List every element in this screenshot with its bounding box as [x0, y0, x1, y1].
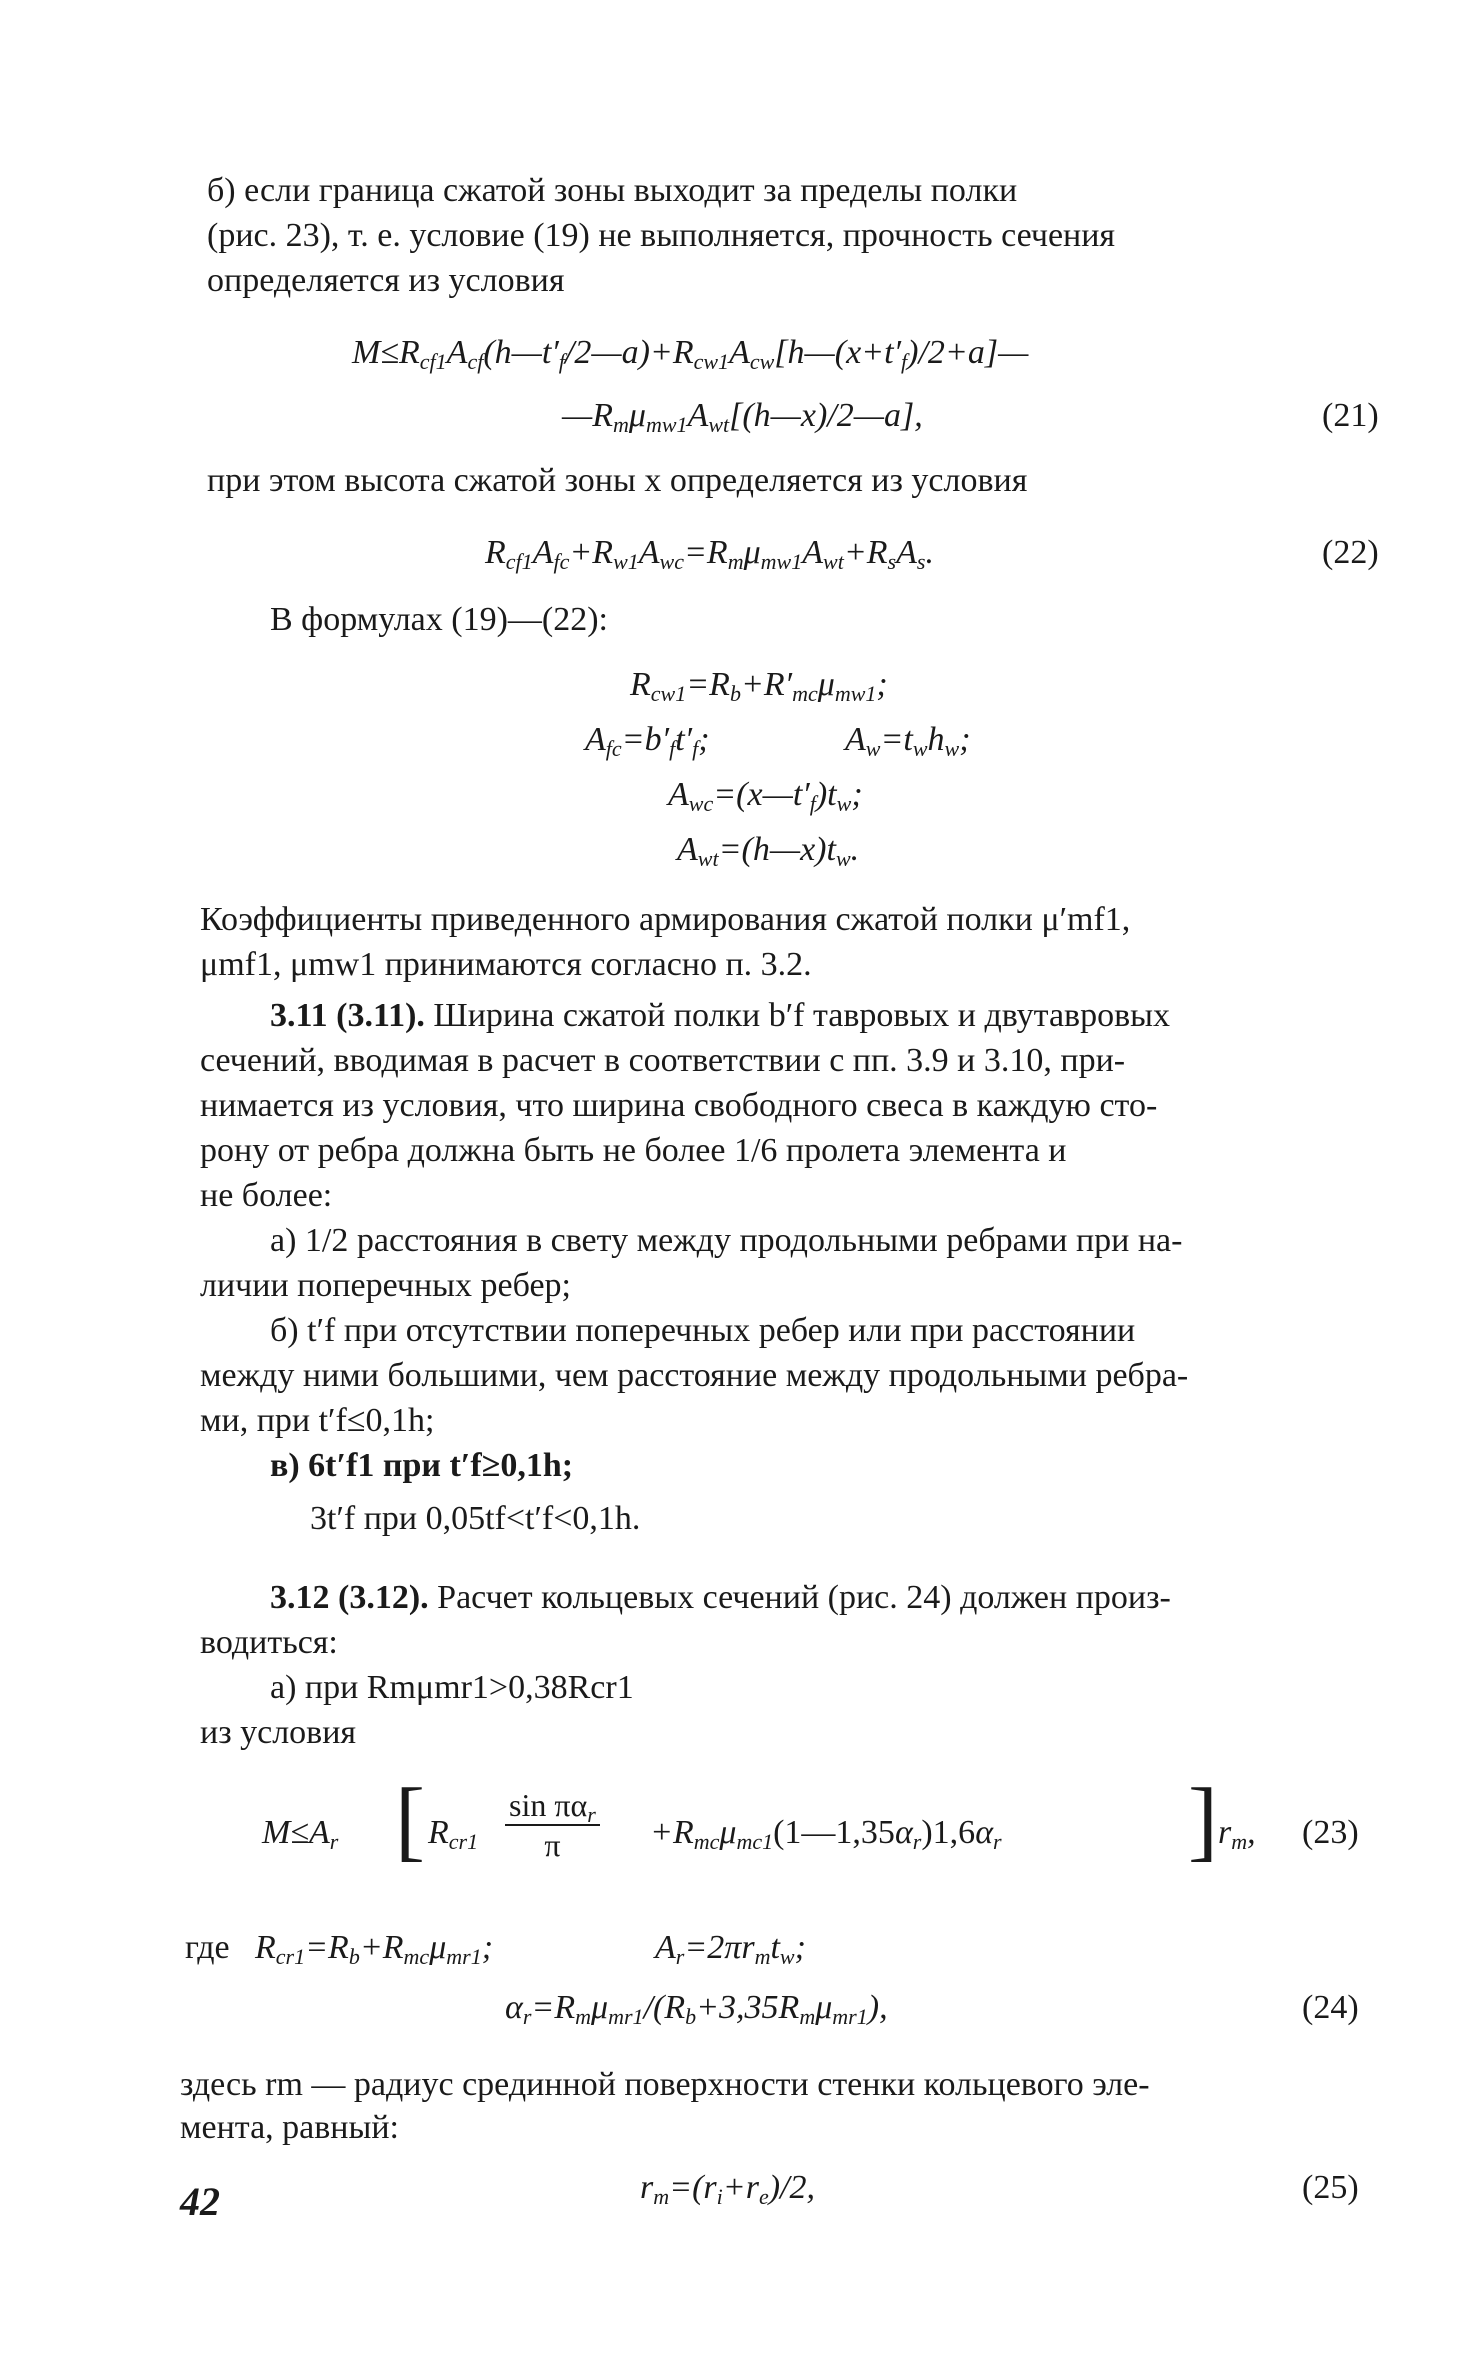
- formula-23-rcr1: $R_{cr1}$: [428, 1814, 479, 1854]
- here-rm-line2: мента, равный:: [180, 2109, 399, 2146]
- here-rm-line1: здесь rm — радиус срединной поверхности стенки кольцевого эле-: [180, 2066, 1150, 2103]
- equation-number-24: (24): [1302, 1989, 1359, 2026]
- page-number: 42: [180, 2179, 220, 2224]
- section-3-12-line1: Расчет кольцевых сечений (рис. 24) должен произ-: [437, 1579, 1171, 1616]
- formula-24: $\alpha_r=R_m\mu_{mr1}/(R_b+3,35R_m\mu_{mr1})$,: [505, 1989, 888, 2029]
- definition-rcr1: $R_{cr1}=R_b+R_{mc}\mu_{mr1}$;: [255, 1929, 494, 1969]
- formula-22: $R_{cf1}A_{fc}+R_{w1}A_{wc}=R_m\mu_{mw1}A_{wt}+R_sA_s$.: [485, 534, 934, 574]
- section-3-11-line4: рону от ребра должна быть не более 1/6 пролета элемента и: [200, 1132, 1067, 1169]
- fraction-numerator: $\sin \pi\alpha_r$: [505, 1786, 600, 1826]
- section-3-11-first-line: [270, 993, 1170, 1038]
- where-label: где: [185, 1929, 230, 1966]
- equation-number-25: (25): [1302, 2169, 1359, 2206]
- formula-25: $r_m=(r_i+r_e)/2$,: [640, 2169, 815, 2209]
- from-condition: из условия: [200, 1714, 357, 1751]
- formula-21-line2: $—R_m\mu_{mw1}A_{wt}[(h—x)/2—a]$,: [562, 397, 923, 437]
- equation-number-23: (23): [1302, 1814, 1359, 1851]
- item-b-line3: ми, при t′f≤0,1h;: [200, 1402, 435, 1439]
- item-b-line1: б) t′f при отсутствии поперечных ребер или при расстоянии: [270, 1312, 1136, 1349]
- equation-number-22: (22): [1322, 534, 1379, 571]
- formula-23-fraction: [505, 1786, 600, 1864]
- formula-23-rm: $r_m$,: [1218, 1814, 1256, 1854]
- para-b-line2: (рис. 23), т. е. условие (19) не выполняется, прочность сечения: [207, 217, 1116, 254]
- item-v-continuation: 3t′f при 0,05tf<t′f<0,1h.: [310, 1500, 641, 1537]
- definition-aw: $A_w=t_wh_w$;: [845, 721, 971, 761]
- section-3-12-first-line: [270, 1575, 1171, 1620]
- formula-23-lhs: $M\le A_r$: [262, 1814, 339, 1854]
- para-height-condition: при этом высота сжатой зоны x определяется из условия: [207, 462, 1028, 499]
- para-b-line3: определяется из условия: [207, 262, 565, 299]
- fraction-denominator: π: [544, 1827, 561, 1863]
- para-b-line1: б) если граница сжатой зоны выходит за пределы полки: [207, 172, 1018, 209]
- definition-awc: $A_{wc}=(x—t'_f)t_w$;: [668, 776, 863, 816]
- item-a-line1: а) 1/2 расстояния в свету между продольными ребрами при на-: [270, 1222, 1183, 1259]
- formula-23-right-bracket: ]: [1188, 1771, 1218, 1870]
- section-3-12-heading: 3.12 (3.12).: [270, 1579, 429, 1616]
- item-v: в) 6t′f1 при t′f≥0,1h;: [270, 1447, 574, 1484]
- in-formulas-intro: В формулах (19)—(22):: [270, 601, 609, 638]
- item-a-line2: личии поперечных ребер;: [200, 1267, 571, 1304]
- section-3-12-line2: водиться:: [200, 1624, 338, 1661]
- formula-21-line1: $M\le R_{cf1}A_{cf}(h—t'_f/2—a)+R_{cw1}A_{cw}[h—(x+t'_f)/2+a]—$: [352, 334, 1029, 374]
- section-3-12-item-a: а) при Rmμmr1>0,38Rcr1: [270, 1669, 634, 1706]
- coef-para-line2: μmf1, μmw1 принимаются согласно п. 3.2.: [200, 946, 812, 983]
- definition-ar: $A_r=2\pi r_mt_w$;: [655, 1929, 806, 1969]
- section-3-11-heading: 3.11 (3.11).: [270, 997, 425, 1034]
- item-b-line2: между ними большими, чем расстояние между продольными ребра-: [200, 1357, 1189, 1394]
- coef-para-line1: Коэффициенты приведенного армирования сжатой полки μ′mf1,: [200, 901, 1131, 938]
- formula-23-middle: $+R_{mc}\mu_{mc1}(1—1,35\alpha_r)1,6\alpha_r$: [650, 1814, 1002, 1854]
- equation-number-21: (21): [1322, 397, 1379, 434]
- section-3-11-line3: нимается из условия, что ширина свободного свеса в каждую сто-: [200, 1087, 1158, 1124]
- definition-rcw1: $R_{cw1}=R_b+R'_{mc}\mu_{mw1}$;: [630, 666, 888, 706]
- formula-23-left-bracket: [: [395, 1771, 425, 1870]
- section-3-11-line1: Ширина сжатой полки b′f тавровых и двутавровых: [433, 997, 1170, 1034]
- definition-awt: $A_{wt}=(h—x)t_w$.: [677, 831, 860, 871]
- fraction: [505, 1786, 600, 1864]
- section-3-11-line5: не более:: [200, 1177, 333, 1214]
- definition-afc: $A_{fc}=b'_ft'_f$;: [585, 721, 710, 761]
- section-3-11-line2: сечений, вводимая в расчет в соответствии с пп. 3.9 и 3.10, при-: [200, 1042, 1126, 1079]
